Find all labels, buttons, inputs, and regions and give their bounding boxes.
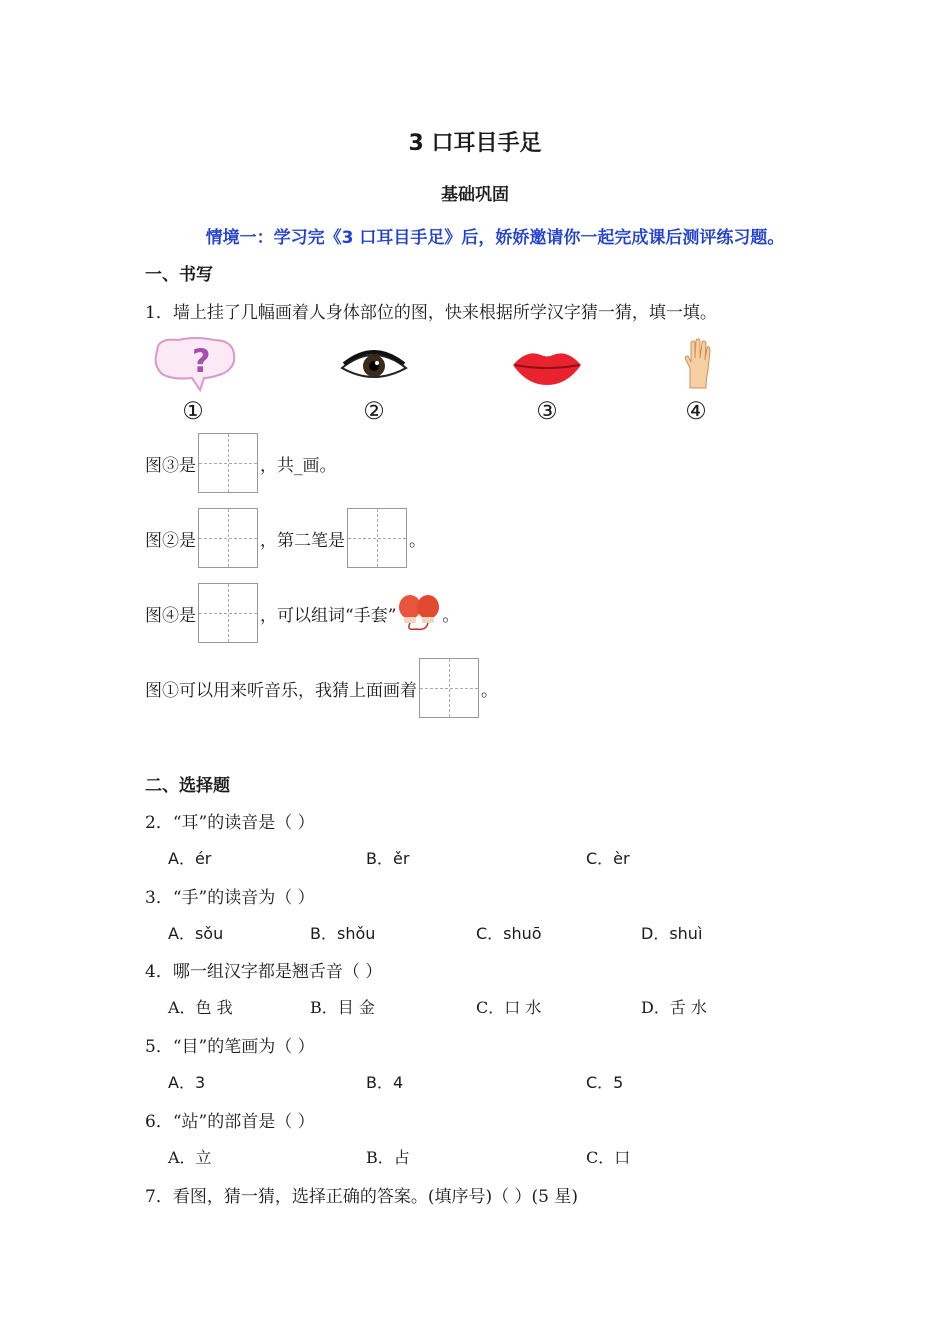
option-2b[interactable]: B．ěr — [366, 849, 410, 868]
fill-line-text: 。 — [442, 605, 460, 626]
fill-line-text: 。 — [409, 530, 426, 551]
question-6: 6．“站”的部首是（ ） — [145, 1112, 315, 1132]
eye-icon — [340, 346, 408, 388]
fill-line-4 — [145, 658, 498, 718]
character-box[interactable] — [198, 583, 258, 643]
question-2: 2．“耳”的读音是（ ） — [145, 813, 315, 833]
lips-icon — [511, 345, 583, 391]
option-3b[interactable]: B．shǒu — [310, 924, 376, 943]
character-box[interactable] — [419, 658, 479, 718]
picture-label-4: ④ — [685, 397, 707, 425]
option-5c[interactable]: C．5 — [586, 1073, 624, 1092]
option-4b[interactable]: B．目 金 — [310, 998, 375, 1017]
option-3d[interactable]: D．shuì — [641, 924, 703, 943]
question-3: 3．“手”的读音为（ ） — [145, 888, 315, 908]
option-5a[interactable]: A．3 — [168, 1073, 206, 1092]
character-box[interactable] — [347, 508, 407, 568]
fill-line-text: ，共_画。 — [260, 455, 337, 476]
fill-line-text: ，第二笔是 — [260, 530, 345, 551]
fill-line-text: ，可以组词“手套” — [260, 605, 397, 626]
fill-line-1 — [145, 433, 337, 493]
section-heading-writing: 一、书写 — [145, 265, 213, 285]
section-heading-choice: 二、选择题 — [145, 776, 230, 796]
fill-line-text: 图④是 — [145, 605, 196, 626]
picture-label-3: ③ — [536, 397, 558, 425]
fill-line-2 — [145, 508, 426, 568]
page-title: 3 口耳目手足 — [408, 131, 542, 156]
character-box[interactable] — [198, 508, 258, 568]
option-5b[interactable]: B．4 — [366, 1073, 404, 1092]
option-6c[interactable]: C．口 — [586, 1148, 631, 1167]
fill-line-3 — [145, 583, 459, 643]
fill-line-text: 图③是 — [145, 455, 196, 476]
option-6a[interactable]: A．立 — [168, 1148, 212, 1167]
question-4: 4．哪一组汉字都是翘舌音（ ） — [145, 962, 383, 982]
page-subtitle: 基础巩固 — [441, 185, 509, 205]
option-2a[interactable]: A．ér — [168, 849, 212, 868]
option-4a[interactable]: A．色 我 — [168, 998, 233, 1017]
scenario-text: 情境一：学习完《3 口耳目手足》后，娇娇邀请你一起完成课后测评练习题。 — [205, 228, 785, 248]
option-4d[interactable]: D．舌 水 — [641, 998, 707, 1017]
question-7: 7．看图，猜一猜，选择正确的答案。(填序号)（ ）(5 星) — [145, 1187, 578, 1207]
question-1: 1．墙上挂了几幅画着人身体部位的图，快来根据所学汉字猜一猜，填一填。 — [145, 303, 717, 323]
fill-line-text: 图②是 — [145, 530, 196, 551]
svg-text:?: ? — [192, 342, 211, 380]
hand-icon — [682, 338, 712, 394]
option-3a[interactable]: A．sǒu — [168, 924, 224, 943]
fill-line-text: 。 — [481, 680, 498, 701]
option-6b[interactable]: B．占 — [366, 1148, 410, 1167]
option-2c[interactable]: C．èr — [586, 849, 630, 868]
fill-line-text: 图①可以用来听音乐，我猜上面画着 — [145, 680, 417, 701]
character-box[interactable] — [198, 433, 258, 493]
picture-label-1: ① — [182, 397, 204, 425]
question-bubble-icon — [152, 336, 238, 396]
question-5: 5．“目”的笔画为（ ） — [145, 1037, 315, 1057]
gloves-icon — [396, 593, 442, 633]
option-4c[interactable]: C．口 水 — [476, 998, 542, 1017]
picture-label-2: ② — [363, 397, 385, 425]
option-3c[interactable]: C．shuō — [476, 924, 542, 943]
